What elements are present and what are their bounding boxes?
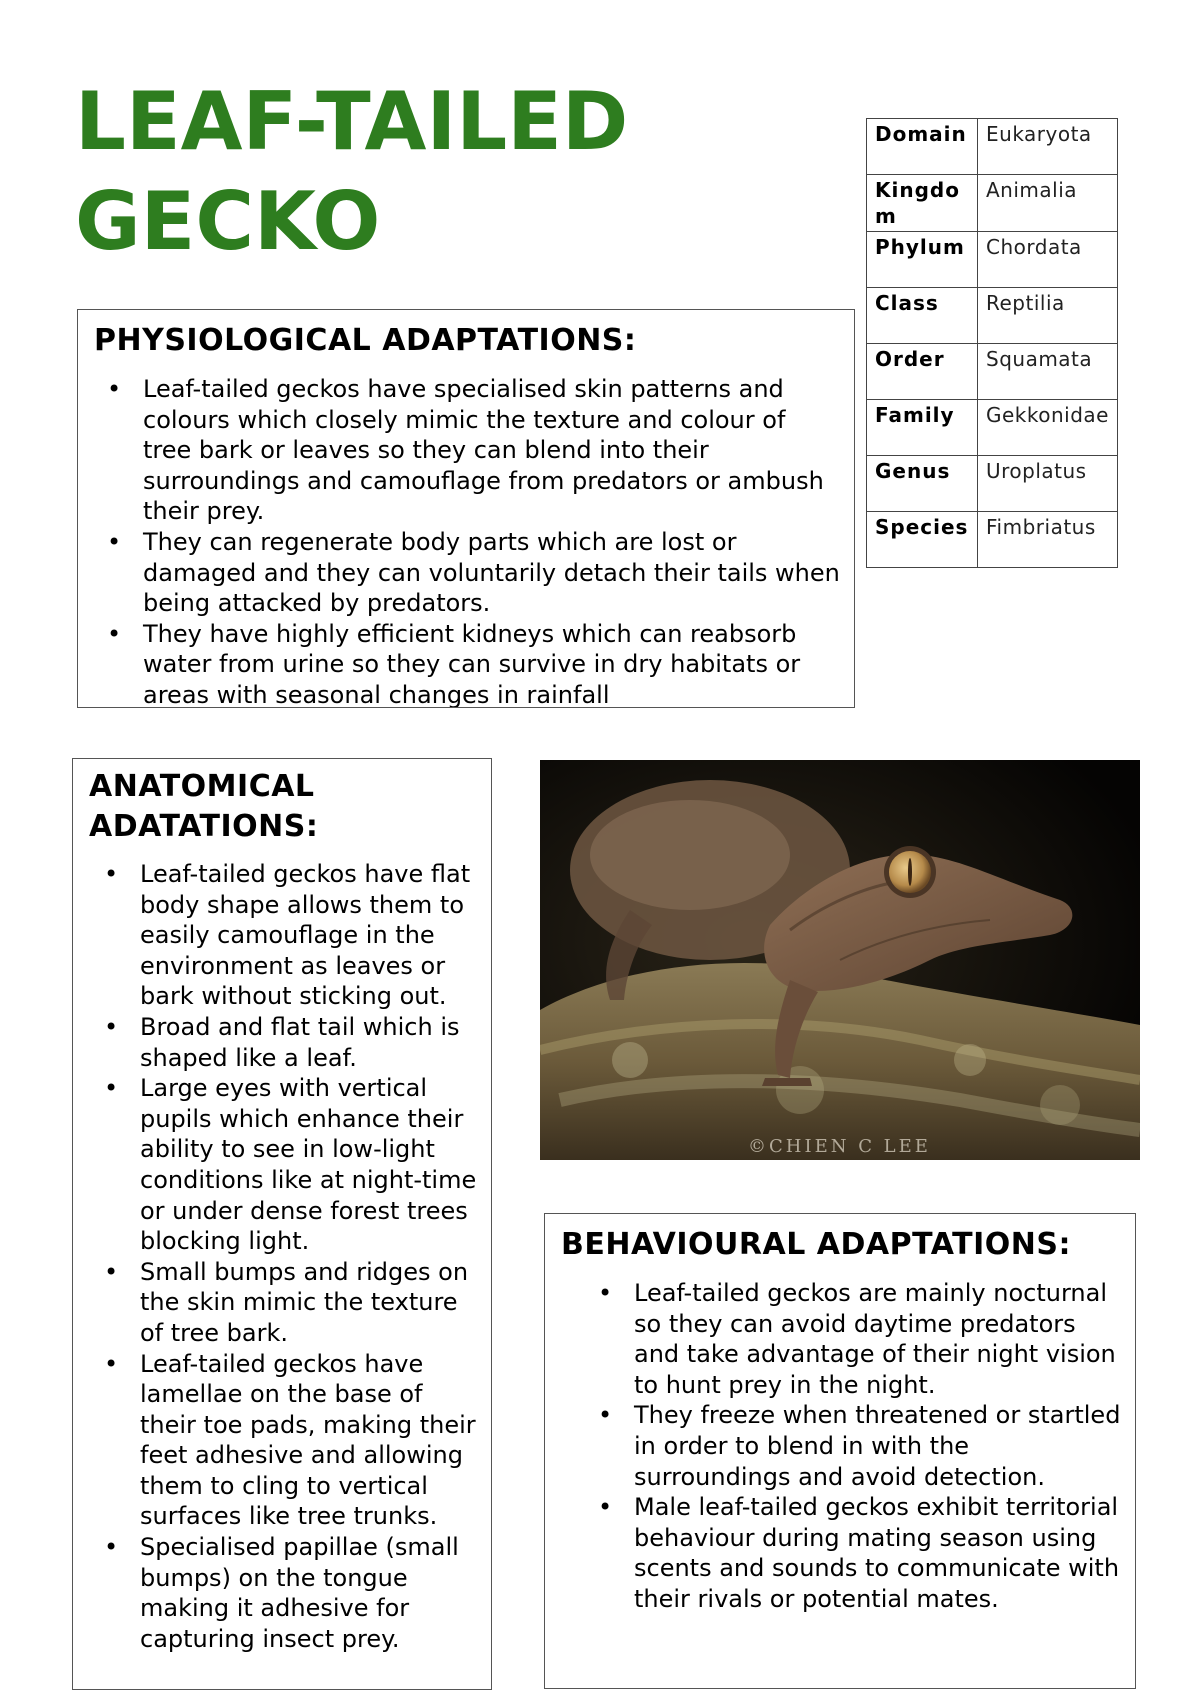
page-title	[75, 72, 628, 272]
table-row	[867, 232, 1118, 288]
title-line-1: LEAF-TAILED	[75, 75, 629, 168]
list-item: • Leaf-tailed geckos have lamellae on the base of their toe pads, making their feet adhesive and allowing them to cling to vertical surfaces like tree trunks.	[140, 1349, 481, 1533]
value-cell: Squamata	[978, 344, 1118, 400]
value-cell: Gekkonidae	[978, 400, 1118, 456]
physiological-adaptations-box	[77, 309, 855, 708]
rank-cell: Genus	[867, 456, 978, 512]
list-item: • They freeze when threatened or startled in order to blend in with the surroundings and avoid detection.	[634, 1400, 1123, 1492]
behavioural-list	[561, 1278, 1123, 1615]
title-line-2: GECKO	[75, 175, 381, 268]
table-row	[867, 512, 1118, 568]
anatomical-adaptations-box	[72, 758, 492, 1690]
list-item: • Leaf-tailed geckos have flat body shape allows them to easily camouflage in the environment as leaves or bark without sticking out.	[140, 859, 481, 1012]
gecko-illustration	[540, 760, 1140, 1160]
table-row	[867, 344, 1118, 400]
rank-cell: Class	[867, 288, 978, 344]
rank-cell: Phylum	[867, 232, 978, 288]
anatomical-heading: ANATOMICAL ADATATIONS:	[89, 769, 319, 844]
physiological-heading: PHYSIOLOGICAL ADAPTATIONS:	[94, 323, 637, 358]
rank-cell: Family	[867, 400, 978, 456]
rank-cell: Order	[867, 344, 978, 400]
gecko-photo	[540, 760, 1140, 1160]
value-cell: Fimbriatus	[978, 512, 1118, 568]
value-cell: Reptilia	[978, 288, 1118, 344]
value-cell: Eukaryota	[978, 119, 1118, 175]
value-cell: Uroplatus	[978, 456, 1118, 512]
list-item: • Large eyes with vertical pupils which enhance their ability to see in low-light conditions like at night-time or under dense forest trees blocking light.	[140, 1073, 481, 1257]
table-row	[867, 400, 1118, 456]
behavioural-adaptations-box	[544, 1213, 1136, 1689]
table-row	[867, 119, 1118, 175]
physiological-list	[94, 374, 840, 708]
rank-cell: Domain	[867, 119, 978, 175]
list-item: • Small bumps and ridges on the skin mimic the texture of tree bark.	[140, 1257, 481, 1349]
list-item: • Male leaf-tailed geckos exhibit territorial behaviour during mating season using scents and sounds to communicate with their rivals or potential mates.	[634, 1492, 1123, 1614]
value-cell: Chordata	[978, 232, 1118, 288]
table-row	[867, 288, 1118, 344]
value-cell: Animalia	[978, 175, 1118, 232]
rank-cell: Kingdom	[867, 175, 978, 232]
rank-cell: Species	[867, 512, 978, 568]
list-item: • Leaf-tailed geckos have specialised skin patterns and colours which closely mimic the texture and colour of tree bark or leaves so they can blend into their surroundings and camouflage from predators or ambush their prey.	[143, 374, 840, 527]
table-row	[867, 175, 1118, 232]
photo-credit: ©CHIEN C LEE	[748, 1136, 931, 1157]
list-item: • They have highly efficient kidneys which can reabsorb water from urine so they can survive in dry habitats or areas with seasonal changes in rainfall	[143, 619, 840, 708]
taxonomy-table	[866, 118, 1118, 568]
list-item: • Leaf-tailed geckos are mainly nocturnal so they can avoid daytime predators and take advantage of their night vision to hunt prey in the night.	[634, 1278, 1123, 1400]
list-item: • They can regenerate body parts which are lost or damaged and they can voluntarily detach their tails when being attacked by predators.	[143, 527, 840, 619]
behavioural-heading: BEHAVIOURAL ADAPTATIONS:	[561, 1227, 1071, 1262]
table-row	[867, 456, 1118, 512]
list-item: • Specialised papillae (small bumps) on the tongue making it adhesive for capturing insect prey.	[140, 1532, 481, 1654]
anatomical-list	[89, 859, 481, 1654]
list-item: • Broad and flat tail which is shaped like a leaf.	[140, 1012, 481, 1073]
